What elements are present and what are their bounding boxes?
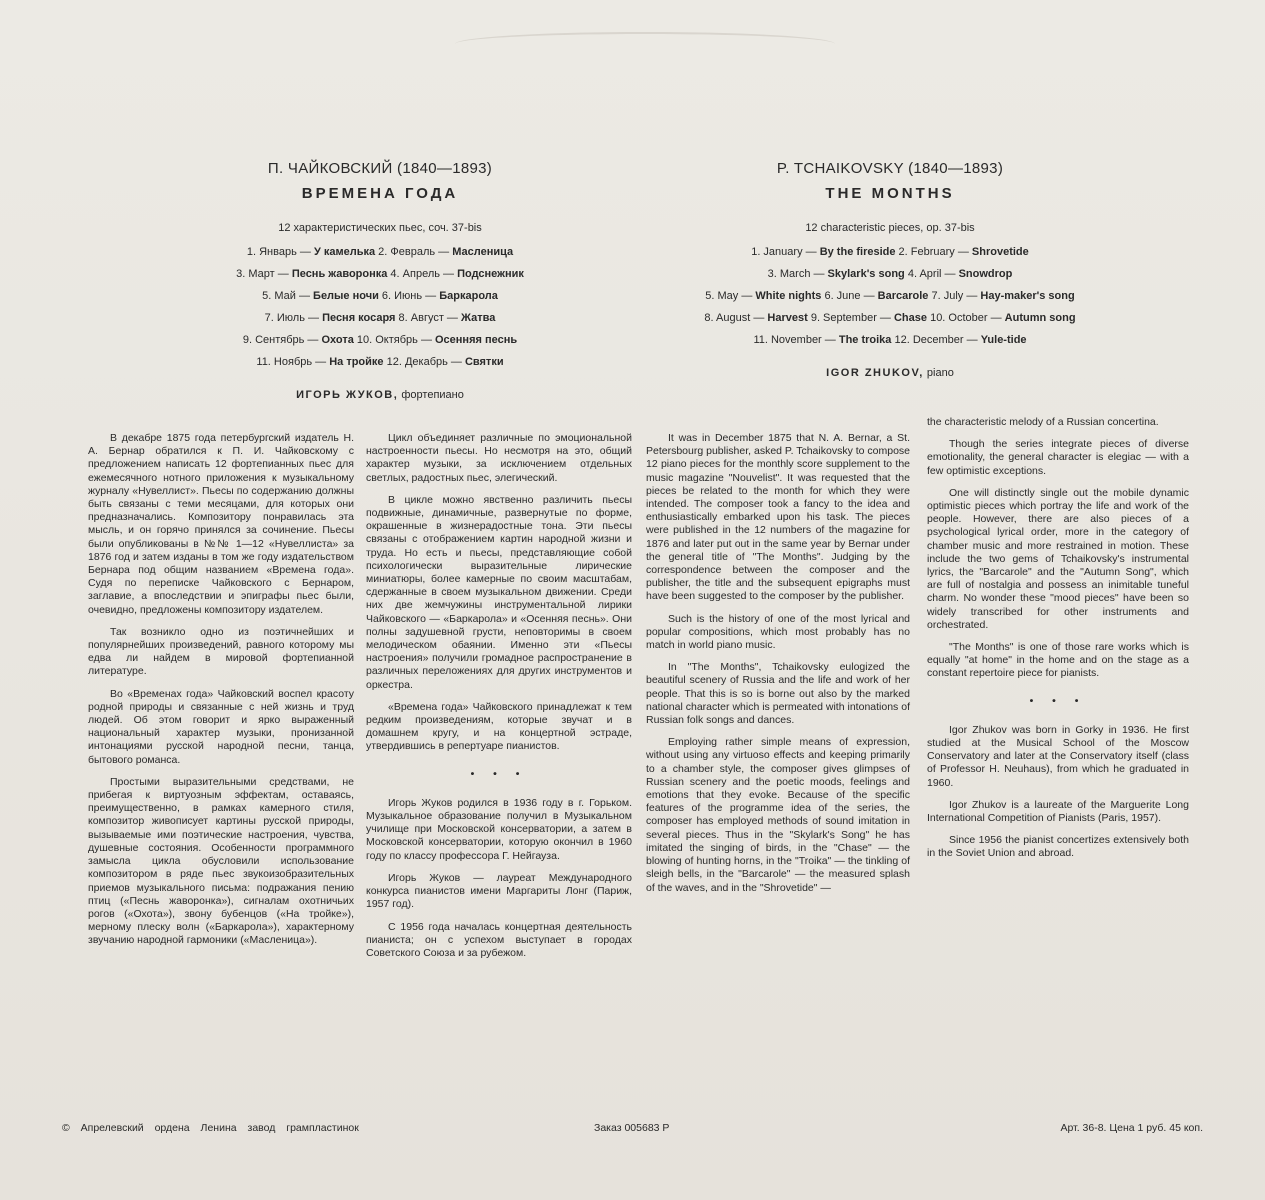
paragraph: В декабре 1875 года петербургский издатель Н. А. Бернар обратился к П. И. Чайковскому с предложением написать 12 фортепианных пьес для ежемесячного нотного приложения к музыкальному журналу «Нувеллист». Пьесы по содержанию должны быть связаны с теми месяцами, для которых они предназначались. Композитору понравилась эта мысль, и он горячо принялся за сочинение. Пьесы были опубликованы в №№ 1—12 «Нувеллиста» за 1876 год и затем изданы в том же году издательством Бернара под общим названием «Времена года». Судя по переписке Чайковского с Бернаром, заглавие, а впоследствии и эпиграфы пьес были, очевидно, предложены композитору издателем. [88,432,354,616]
paragraph: It was in December 1875 that N. A. Bernar, a St. Petersbourg publisher, asked P. Tchaikovsky to compose 12 piano pieces for the monthly score supplement to the music magazine "Nouvelist". It was requested that the pieces be related to the month for which they were intended. The composer took a fancy to the idea and enthusiastically embarked upon his task. The pieces were published in the 12 numbers of the magazine for 1876 and later put out in the same year by Bernar under the general title of "The Months". Judging by the correspondence between the composer and the publisher, the title and the subsequent epigraphs must have been suggested to the composer by the publisher. [646,432,911,603]
work-title-ru: ВРЕМЕНА ГОДА [301,185,459,202]
liner-notes-ru-col2 [366,432,632,969]
price-info: Арт. 36-8. Цена 1 руб. 45 коп. [1060,1122,1203,1134]
performer-en: IGOR ZHUKOV, piano [826,367,954,379]
track-line: 3. Март — Песнь жаворонка 4. Апрель — Подснежник [236,268,524,280]
section-separator: • • • [1029,694,1087,707]
track-line: 9. Сентябрь — Охота 10. Октябрь — Осенняя песнь [242,334,518,346]
paragraph: Employing rather simple means of expression, without using any virtuoso effects and keeping primarily to a chamber style, the composer gives glimpses of Russian scenery and the poetic moods, feelings and emotions that they evoke. Because of the specific features of the programme idea of the series, the composer has employed methods of sound imitation in several pieces. Thus in the "Skylark's Song" he has imitated the singing of birds, in the "Chase" — the blowing of hunting horns, in the "Troika" — the tinkling of sleigh bells, in the "Barcarole" — the measured splash of the waves, and in the "Shrovetide" — [646,736,910,894]
tracklist-en [660,241,1120,351]
track-line: 8. August — Harvest 9. September — Chase 10. October — Autumn song [704,312,1076,324]
track-line: 11. November — The troika 12. December — Yule-tide [753,334,1027,346]
order-number: Заказ 005683 Р [594,1122,670,1134]
paragraph: Igor Zhukov was born in Gorky in 1936. He first studied at the Musical School of the Moscow Conservatory and later at the Conservatory itself (class of Professor H. Neuhaus), from which he graduated in 1960. [927,723,1189,789]
paragraph: "The Months" is one of those rare works which is equally "at home" in the home and on the stage as a constant repertoire piece for pianists. [927,641,1189,680]
header-english [660,160,1120,390]
paragraph: Так возникло одно из поэтичнейших и популярнейших произведений, равного которому мы едва ли найдем в мировой фортепианной литературе. [88,625,354,678]
track-line: 7. Июль — Песня косаря 8. Август — Жатва [264,312,496,324]
liner-notes-en-col2 [927,416,1189,870]
performer-ru: ИГОРЬ ЖУКОВ, фортепиано [296,389,464,401]
paragraph: Игорь Жуков — лауреат Международного конкурса пианистов имени Маргариты Лонг (Париж, 1957 год). [366,871,632,911]
composer-ru: П. ЧАЙКОВСКИЙ (1840—1893) [267,160,493,177]
paragraph: Во «Временах года» Чайковский воспел красоту родной природы и связанные с ней жизнь и труд людей. Об этом говорит и ярко выраженный национальный характер музыки, пронизанной интонациями русской народной песни, танца, бытового романса. [88,687,354,766]
paragraph: Since 1956 the pianist concertizes extensively both in the Soviet Union and abroad. [927,834,1189,860]
track-line: 11. Ноябрь — На тройке 12. Декабрь — Святки [256,356,504,368]
subtitle-en: 12 characteristic pieces, op. 37-bis [805,222,975,234]
section-separator: • • • [470,767,528,780]
track-line: 3. March — Skylark's song 4. April — Snowdrop [767,268,1013,280]
tracklist-ru [150,241,610,373]
work-title-en: THE MONTHS [825,185,955,202]
paragraph: Игорь Жуков родился в 1936 году в г. Горьком. Музыкальное образование получил в Музыкальном училище при Московской консерватории, а затем в Московской консерватории, которую окончил в 1960 году по классу профессора Г. Нейгауза. [366,796,632,862]
track-line: 1. Январь — У камелька 2. Февраль — Масленица [246,246,514,258]
liner-notes-en-col1 [646,432,910,904]
track-line: 5. May — White nights 6. June — Barcarole 7. July — Hay-maker's song [705,290,1075,302]
paragraph: Цикл объединяет различные по эмоциональной настроенности пьесы. Но несмотря на это, общий характер музыки, за исключением отдельных светлых, радостных пьес, элегический. [366,432,632,484]
track-line: 5. Май — Белые ночи 6. Июнь — Баркарола [262,290,498,302]
paragraph: Such is the history of one of the most lyrical and popular compositions, which most probably has no match in world piano music. [646,612,910,652]
paragraph: Простыми выразительными средствами, не прибегая к виртуозным эффектам, оставаясь, преимущественно, в рамках камерного стиля, композитор живописует картины русской природы, вызываемые ими поэтические настроения, чувства, душевные состояния. Особенности программного замысла цикла обусловили использование композитором в ряде пьес звукоизобразительных приемов музыкального письма: подражания пению птиц («Песнь жаворонка»), сигналам охотничьих рогов («Охота»), звону бубенцов («На тройке»), мерному плеску волн («Баркарола»), характерному звучанию народной гармоники («Масленица»). [88,775,354,947]
paragraph: In "The Months", Tchaikovsky eulogized the beautiful scenery of Russia and the life and work of her people. That this is so is borne out also by the marked national character which is permeated with intonations of Russian folk songs and dances. [646,661,910,727]
paragraph: «Времена года» Чайковского принадлежат к тем редким произведениям, которые звучат и в домашнем кругу, и на концертной эстраде, утвердившись в репертуаре пианистов. [366,700,632,753]
paragraph: One will distinctly single out the mobile dynamic optimistic pieces which portray the life and work of the people. However, there are also pieces of a psychological lyrical order, more in the category of chamber music and more restrained in motion. These include the two gems of Tchaikovsky's instrumental lyrics, the "Barcarole" and the "Autumn Song", which are full of nostalgia and possess an inimitable tuneful charm. No wonder these "mood pieces" have been so widely transcribed for other instruments and orchestrated. [927,486,1189,631]
manufacturer-credit: © Апрелевский ордена Ленина завод грампластинок [62,1122,359,1134]
liner-notes-ru-col1 [88,432,354,957]
paragraph: С 1956 года началась концертная деятельность пианиста; он с успехом выступает в городах Советского Союза и за рубежом. [366,920,632,959]
track-line: 1. January — By the fireside 2. February — Shrovetide [751,246,1029,258]
subtitle-ru: 12 характеристических пьес, соч. 37-bis [278,222,482,234]
paragraph: В цикле можно явственно различить пьесы подвижные, динамичные, развернутые по форме, окрашенные в жизнерадостные тона. Эти пьесы связаны с отображением картин народной жизни и труда. Но есть и пьесы, представляющие собой психологически выразительные лирические миниатюры, более камерные по своим масштабам, сдержанные в своем музыкальном движении. Среди них две жемчужины инструментальной лирики Чайковского — «Баркарола» и «Осенняя песнь». Они полны задушевной грусти, неповторимы в своем мелодическом обаянии. Именно эти «Пьесы настроения» получили громадное распространение в различных переложениях для других инструментов и оркестра. [366,493,632,691]
ring-wear-mark [455,32,835,56]
paragraph: Though the series integrate pieces of diverse emotionality, the general character is elegiac — with a few optimistic exceptions. [927,438,1189,477]
header-russian [150,160,610,412]
paragraph: Igor Zhukov is a laureate of the Marguerite Long International Competition of Pianists (Paris, 1957). [927,798,1189,825]
composer-en: P. TCHAIKOVSKY (1840—1893) [776,160,1004,177]
paragraph: the characteristic melody of a Russian concertina. [927,416,1159,428]
